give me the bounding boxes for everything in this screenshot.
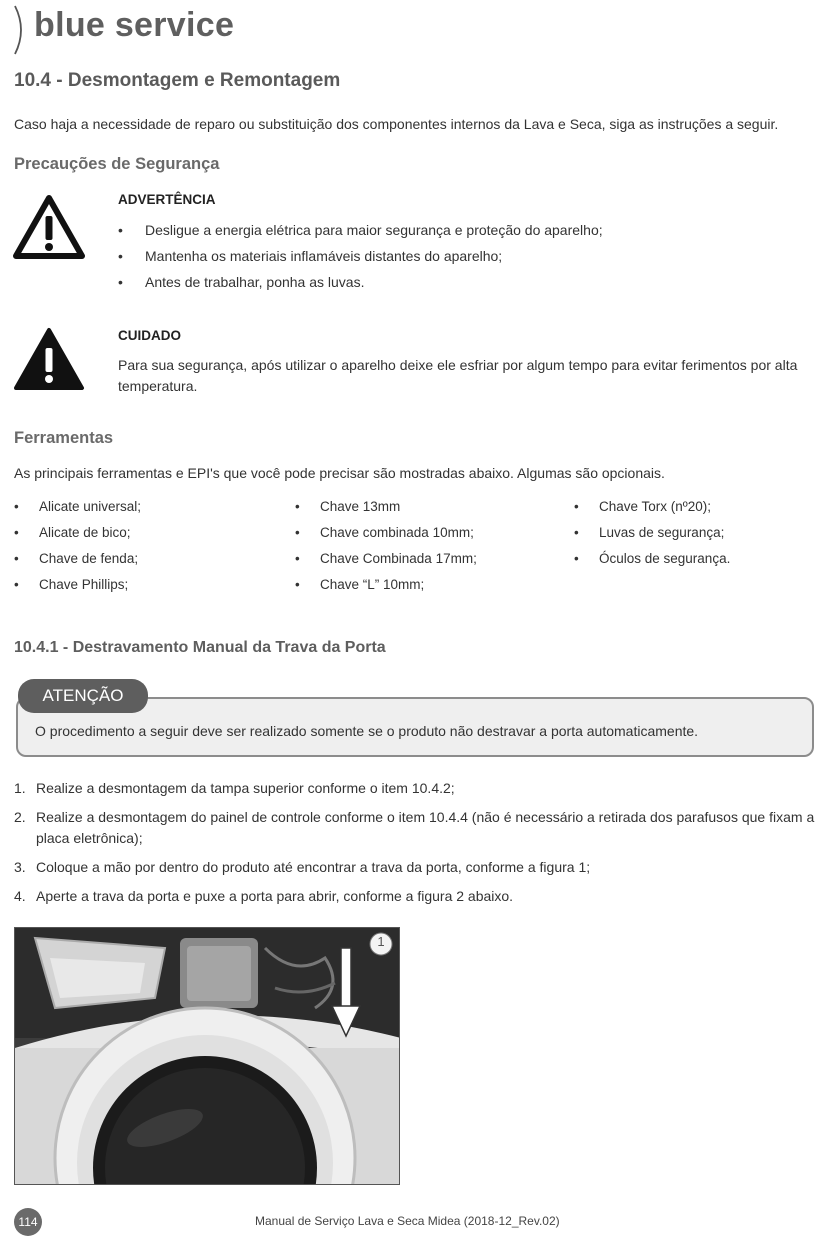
list-item: • Alicate de bico;	[14, 524, 274, 550]
list-item: • Chave de fenda;	[14, 550, 274, 576]
section-title: 10.4 - Desmontagem e Remontagem	[14, 70, 341, 91]
list-item: • Óculos de segurança.	[574, 550, 814, 576]
figure-number-badge: 1	[377, 934, 385, 949]
attention-text: O procedimento a seguir deve ser realizado somente se o produto não destravar a porta automaticamente.	[35, 723, 699, 739]
list-item: • Chave combinada 10mm;	[295, 524, 555, 550]
figure-1-photo	[14, 927, 400, 1185]
caution-label: CUIDADO	[118, 328, 181, 343]
list-item: • Chave Combinada 17mm;	[295, 550, 555, 576]
list-item: • Mantenha os materiais inflamáveis distantes do aparelho;	[118, 246, 818, 272]
safety-heading: Precauções de Segurança	[14, 155, 220, 173]
procedure-steps	[14, 778, 816, 915]
step-number: 2.	[14, 809, 26, 825]
step-item	[14, 778, 816, 799]
brand-parenthesis-mark	[10, 4, 30, 56]
list-item: • Alicate universal;	[14, 498, 274, 524]
attention-badge: ATENÇÃO	[18, 679, 148, 713]
footer-text: Manual de Serviço Lava e Seca Midea (2018-12_Rev.02)	[255, 1214, 560, 1228]
subsection-title: 10.4.1 - Destravamento Manual da Trava da Porta	[14, 639, 386, 656]
step-number: 1.	[14, 780, 26, 796]
caution-triangle-icon	[13, 326, 85, 392]
brand-logo-text: blue service	[34, 6, 235, 44]
step-text: Aperte a trava da porta e puxe a porta para abrir, conforme a figura 2 abaixo.	[36, 888, 514, 904]
list-item: • Chave 13mm	[295, 498, 555, 524]
tools-list-col1	[14, 498, 274, 602]
washer-door-lock-illustration	[15, 928, 400, 1185]
warning-list	[118, 220, 818, 298]
step-text: Realize a desmontagem da tampa superior conforme o item 10.4.2;	[36, 780, 455, 796]
section-intro: Caso haja a necessidade de reparo ou substituição dos componentes internos da Lava e Seca, siga as instruções a seguir.	[14, 116, 779, 132]
list-item: • Luvas de segurança;	[574, 524, 814, 550]
step-text: Coloque a mão por dentro do produto até encontrar a trava da porta, conforme a figura 1;	[36, 859, 591, 875]
tools-heading: Ferramentas	[14, 429, 114, 447]
list-item: • Desligue a energia elétrica para maior segurança e proteção do aparelho;	[118, 220, 818, 246]
step-item	[14, 857, 816, 878]
tools-list-col2	[295, 498, 555, 602]
warning-triangle-icon	[13, 194, 85, 260]
page-number-badge: 114	[14, 1208, 42, 1236]
step-text: Realize a desmontagem do painel de controle conforme o item 10.4.4 (não é necessário a retirada dos parafusos que fixam a placa eletrônica);	[36, 809, 815, 846]
tools-list-col3	[574, 498, 814, 576]
caution-text: Para sua segurança, após utilizar o aparelho deixe ele esfriar por algum tempo para evitar ferimentos por alta temperatura.	[118, 357, 798, 394]
step-number: 4.	[14, 888, 26, 904]
warning-label: ADVERTÊNCIA	[118, 192, 216, 207]
list-item: • Antes de trabalhar, ponha as luvas.	[118, 272, 818, 298]
step-number: 3.	[14, 859, 26, 875]
tools-intro: As principais ferramentas e EPI's que você pode precisar são mostradas abaixo. Algumas são opcionais.	[14, 465, 665, 481]
step-item	[14, 807, 816, 849]
step-item	[14, 886, 816, 907]
list-item: • Chave “L” 10mm;	[295, 576, 555, 602]
list-item: • Chave Phillips;	[14, 576, 274, 602]
list-item: • Chave Torx (nº20);	[574, 498, 814, 524]
